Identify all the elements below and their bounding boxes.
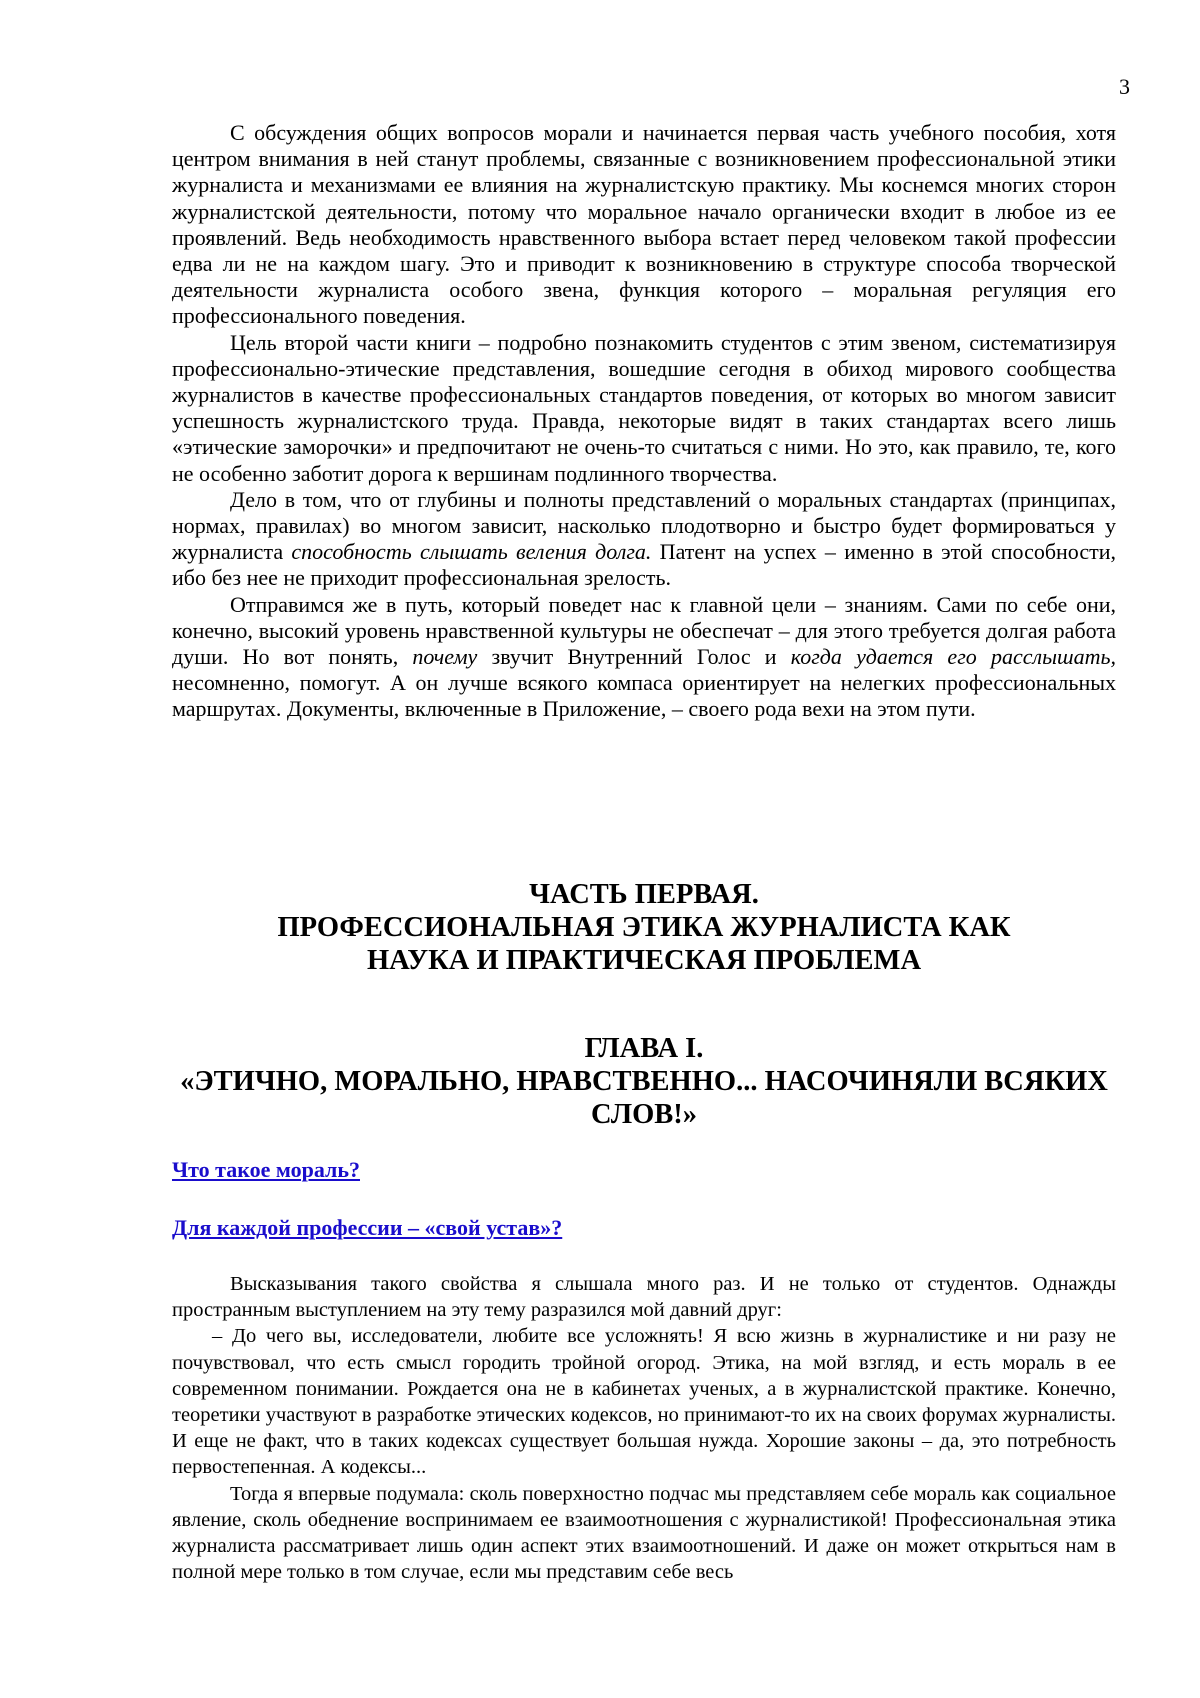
heading-line: ПРОФЕССИОНАЛЬНАЯ ЭТИКА ЖУРНАЛИСТА КАК	[277, 912, 1011, 943]
heading-line: СЛОВ!»	[590, 1099, 698, 1130]
chapter-heading	[172, 1032, 1116, 1131]
heading-line: ЧАСТЬ ПЕРВАЯ.	[529, 879, 759, 910]
page-number: 3	[1119, 74, 1130, 99]
heading-line: ГЛАВА I.	[584, 1033, 704, 1064]
part-heading	[172, 878, 1116, 977]
paragraph: Цель второй части книги – подробно познакомить студентов с этим звеном, систематизируя профессионально-этические представления, вошедшие сегодня в обиход мирового сообщества журналистов в качестве профессиональных стандартов поведения, от которых во многом зависит успешность журналистского труда. Правда, некоторые видят в таких стандартах всего лишь «этические заморочки» и предпочитают не очень-то считаться с ними. Но это, как правило, те, кого не особенно заботит дорога к вершинам подлинного творчества.	[172, 329, 1116, 486]
text-run: звучит Внутренний Голос и	[477, 644, 791, 670]
emphasis-text: почему	[412, 644, 478, 670]
toc-link-profession-charter[interactable]: Для каждой профессии – «свой устав»?	[172, 1215, 563, 1240]
heading-line: «ЭТИЧНО, МОРАЛЬНО, НРАВСТВЕННО... НАСОЧИНЯЛИ ВСЯКИХ	[180, 1066, 1108, 1097]
emphasis-text: способность слышать веления долга.	[291, 539, 652, 565]
heading-line: НАУКА И ПРАКТИЧЕСКАЯ ПРОБЛЕМА	[366, 945, 922, 976]
paragraph: Тогда я впервые подумала: сколь поверхностно подчас мы представляем себе мораль как социальное явление, сколь обеднение воспринимаем ее взаимоотношения с журналистикой! Профессиональная этика журналиста рассматривает лишь один аспект этих взаимоотношений. И даже он может открыться нам в полной мере только в том случае, если мы представим себе весь	[172, 1482, 1116, 1584]
text-run: несомненно, помогут. А он лучше всякого компаса ориентирует на нелегких профессиональных маршрутах. Документы, включенные в Приложение, – своего рода вехи на этом пути.	[172, 670, 1116, 722]
paragraph: С обсуждения общих вопросов морали и начинается первая часть учебного пособия, хотя центром внимания в ней станут проблемы, связанные с возникновением профессиональной этики журналиста и механизмами ее влияния на журналистскую практику. Мы коснемся многих сторон журналистской деятельности, потому что моральное начало органически входит в любое из ее проявлений. Ведь необходимость нравственного выбора встает перед человеком такой профессии едва ли не на каждом шагу. Это и приводит к возникновению в структуре способа творческой деятельности журналиста особого звена, функция которого – моральная регуляция его профессионального поведения.	[172, 120, 1116, 329]
paragraph: Высказывания такого свойства я слышала много раз. И не только от студентов. Однажды пространным выступлением на эту тему разразился мой давний друг:	[172, 1273, 1116, 1322]
paragraph	[172, 487, 1116, 592]
text-run: Дело в том, что от глубины и полноты представлений о моральных стандартах (принципах, нормах, правилах) во многом зависит, насколько плодотворно и быстро будет формироваться у журналиста	[172, 486, 1116, 565]
chapter-text	[172, 1271, 1116, 1585]
intro-section	[172, 120, 1116, 723]
emphasis-text: когда удается его расслышать,	[790, 644, 1116, 670]
toc-link-what-is-morality[interactable]: Что такое мораль?	[172, 1157, 360, 1182]
paragraph: – До чего вы, исследователи, любите все усложнять! Я всю жизнь в журналистике и ни разу не почувствовал, что есть смысл городить тройной огород. Этика, на мой взгляд, и есть мораль в ее современном понимании. Рождается она не в кабинетах ученых, а в журналистской практике. Конечно, теоретики участвуют в разработке этических кодексов, но принимают-то их на своих форумах журналисты. И еще не факт, что в таких кодексах существует большая нужда. Хорошие законы – да, это потребность первостепенная. А кодексы...	[172, 1325, 1116, 1479]
paragraph	[172, 592, 1116, 723]
text-run: Патент на успех – именно в этой способности, ибо без нее не приходит профессиональная зрелость.	[172, 539, 1116, 591]
text-run: Отправимся же в путь, который поведет нас к главной цели – знаниям. Сами по себе они, конечно, высокий уровень нравственной культуры не обеспечат – для этого требуется долгая работа души. Но вот понять,	[172, 591, 1116, 670]
